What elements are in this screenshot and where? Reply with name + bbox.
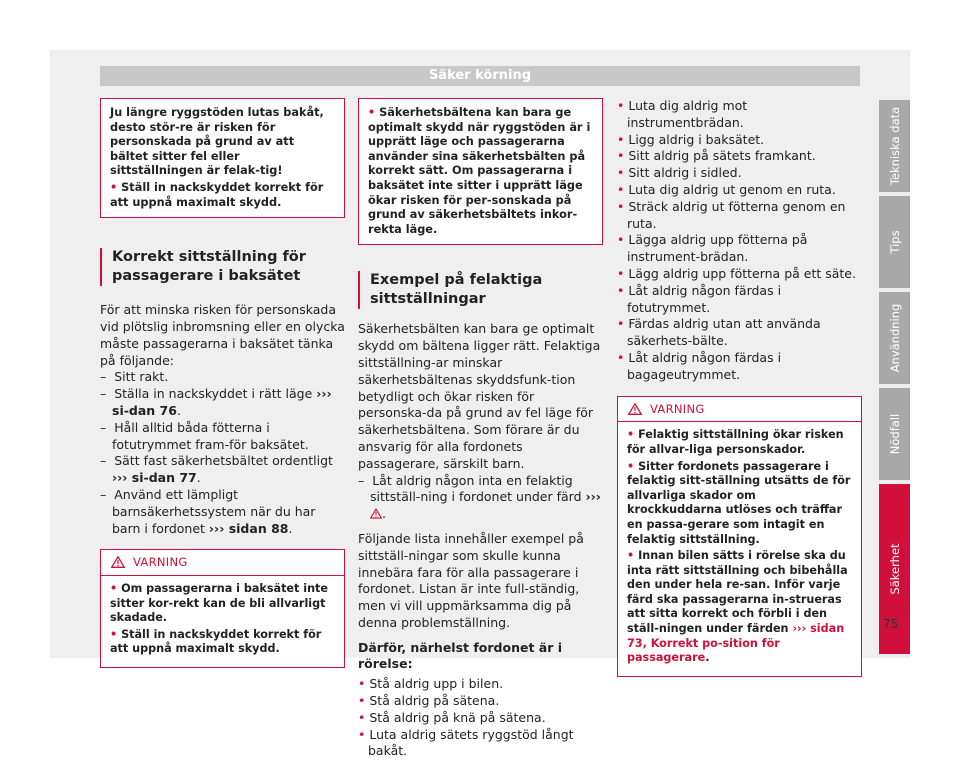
list-item: • Färdas aldrig utan att använda säkerhets-bälte. [617,316,821,349]
list-item: – Sitt rakt. [100,369,169,385]
list-item: • Sitt aldrig på sätets framkant. [617,148,816,164]
page-number: 75 [883,617,899,631]
info-box [100,98,345,218]
list-item: • Luta dig aldrig mot instrumentbrädan. [617,98,748,130]
page-header: Säker körning [100,66,860,86]
info-text: Ju längre ryggstöden lutas bakåt, desto stör-re är risken för personskada på grund av att bältet sitter fel eller sittställningen är felak-tig! [110,106,324,178]
list-item: • Luta dig aldrig ut genom en ruta. [617,181,836,197]
list-item: • Luta aldrig sätets ryggstöd långt bakåt. [358,726,574,759]
tab-tekniska-data[interactable]: Tekniska data [879,100,910,192]
list-item: • Stå aldrig på sätena. [358,693,500,709]
list-item: • Stå aldrig upp i bilen. [358,676,504,692]
list-item: • Sträck aldrig ut fötterna genom en ruta. [617,198,846,231]
list-item: • Lägg aldrig upp fötterna på ett säte. [617,265,856,281]
warning-bullet: • Sitter fordonets passagerare i felaktig sitt-ställning utsätts de för allvarliga skador om krockkuddarna utlöses och träffar en passa-gerare som intagit en felaktig sittställning. [627,459,851,546]
tab-anvandning[interactable]: Användning [879,292,910,384]
list-item: – Använd ett lämpligt barnsäkerhetssystem när du har barn i fordonet ››› sidan 88. [100,486,316,536]
tab-sakerhet[interactable]: Säkerhet [879,484,910,654]
warning-triangle-icon [370,508,382,519]
warning-header: VARNING [101,550,344,576]
page-link[interactable]: ››› sidan 73, Korrekt po-sition för passagerare [627,622,845,665]
page-link[interactable]: ››› sidan 88 [208,520,289,536]
warning-bullet: • Innan bilen sätts i rörelse ska du inta rätt sittställning och bibehålla den under hela re-san. Inför varje färd ska passagerarna in-strueras att sitta korrekt och förbli i den ställ-ningen under färden ››› sidan 73, Korrekt po-sition för passagerare. [627,549,848,665]
section-title: Korrekt sittställning för passagerare i baksätet [100,248,345,286]
warning-bullet: • Ställ in nackskyddet korrekt för att uppnå maximalt skydd. [110,627,322,656]
column-2 [358,98,603,760]
page-link[interactable]: ››› si-dan 76 [112,386,332,418]
column-1 [100,98,345,668]
list-item: • Stå aldrig på knä på sätena. [358,709,546,725]
warning-box [100,549,345,668]
column-3 [617,98,862,677]
section-title: Exempel på felaktiga sittställningar [358,271,603,309]
list-item: • Låt aldrig någon färdas i bagageutrymmet. [617,349,782,382]
body-text-bold: Därför, närhelst fordonet är i rörelse: [358,639,563,672]
page-link[interactable]: ››› [585,489,601,505]
body-text: Följande lista innehåller exempel på sittställ-ningar som skulle kunna innebära fara för alla passagerare i fordonet. Listan är inte full-ständig, men vi vill uppmärksamma dig på denna problemställning. [358,530,584,630]
list-item: – Ställa in nackskyddet i rätt läge ››› si-dan 76. [100,386,332,418]
warning-bullet: • Felaktig sittställning ökar risken för allvar-liga personskador. [627,428,844,456]
warning-header: VARNING [618,397,861,423]
list-item: • Ligg aldrig i baksätet. [617,131,765,147]
intro-text: För att minska risken för personskada vid plötslig inbromsning eller en olycka måste passagerarna i baksätet tänka på följande: [100,302,345,368]
list-item: – Sätt fast säkerhetsbältet ordentligt ››› si-dan 77. [100,453,333,486]
warning-triangle-icon [111,556,125,568]
warning-box [617,396,862,677]
chapter-tabs [879,100,910,658]
list-item: • Sitt aldrig i sidled. [617,165,742,181]
info-bullet: • Säkerhetsbältena kan bara ge optimalt skydd när ryggstöden är i upprätt läge och passagerarna använder sina säkerhetsbälten på korrekt sätt. Om passagerarna i baksätet inte sitter i upprätt läge ökar risken för per-sonskada på grund av säkerhetsbältets inkor-rekta läge. [368,106,591,236]
list-item: • Lägga aldrig upp fötterna på instrument-brädan. [617,232,808,265]
body-text: Säkerhetsbälten kan bara ge optimalt skydd om bältena ligger rätt. Felaktiga sittställning-ar minskar säkerhetsbältenas skyddsfunk-tion betydligt och ökar risken för personska-da på grund av fel läge för säkerhetsbältena. Som förare är du ansvarig för alla fordonets passagerare, särskilt barn. [358,321,601,471]
page-link[interactable]: ››› si-dan 77 [112,470,197,486]
info-bullet: • Ställ in nackskyddet korrekt för att uppnå maximalt skydd. [110,180,324,209]
info-box [358,98,603,245]
list-item: • Låt aldrig någon färdas i fotutrymmet. [617,282,782,315]
list-item: – Låt aldrig någon inta en felaktig sittställ-ning i fordonet under färd ››› . [358,472,601,522]
list-item: – Håll alltid båda fötterna i fotutrymmet fram-för baksätet. [100,419,309,452]
tab-nodfall[interactable]: Nödfall [879,388,910,480]
warning-triangle-icon [628,403,642,415]
warning-bullet: • Om passagerarna i baksätet inte sitter kor-rekt kan de bli allvarligt skadade. [110,582,328,625]
tab-tips[interactable]: Tips [879,196,910,288]
